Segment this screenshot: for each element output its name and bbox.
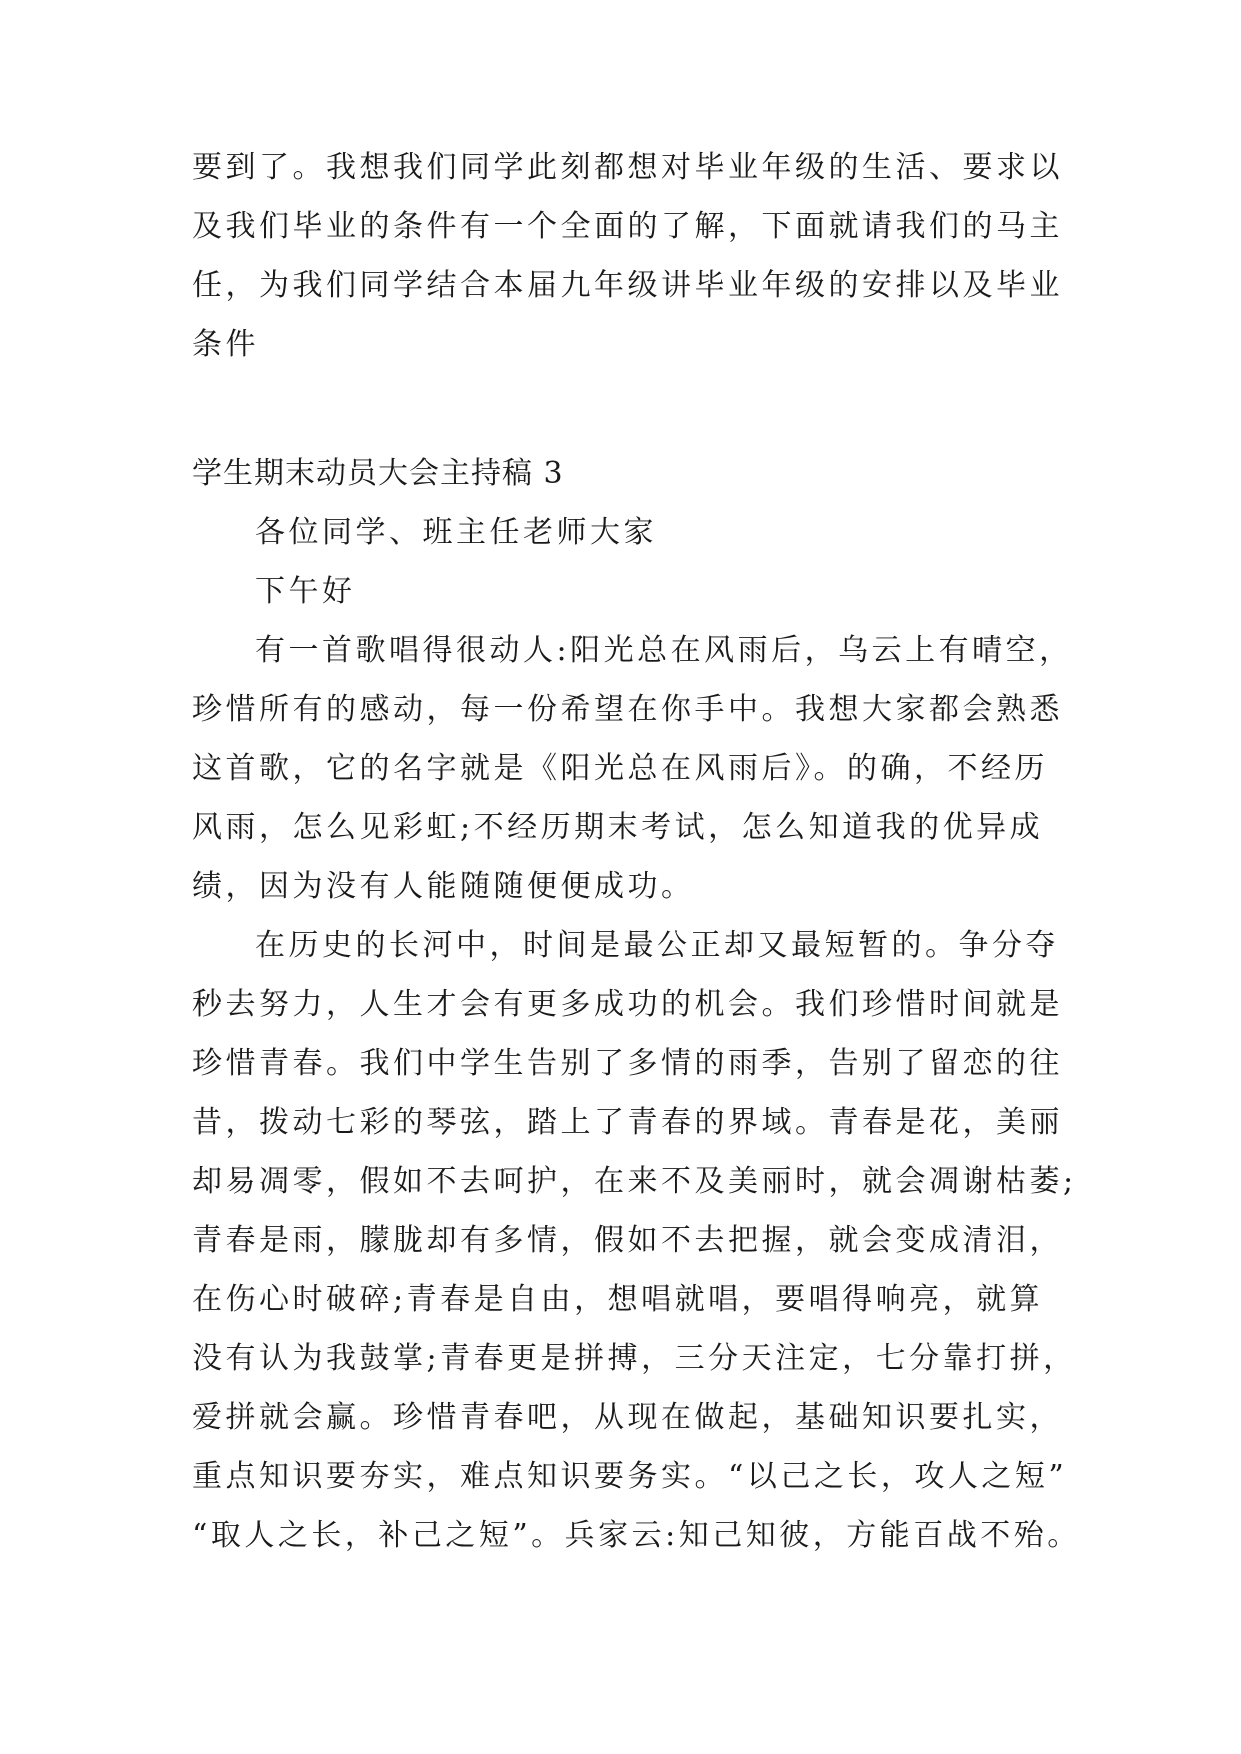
text-line: 珍惜所有的感动，每一份希望在你手中。我想大家都会熟悉	[192, 692, 1063, 727]
text-line: 却易凋零，假如不去呵护，在来不及美丽时，就会凋谢枯萎;	[192, 1164, 1077, 1199]
text-line: 任，为我们同学结合本届九年级讲毕业年级的安排以及毕业	[192, 268, 1063, 303]
text-line: 绩，因为没有人能随随便便成功。	[192, 869, 695, 904]
text-line: 这首歌，它的名字就是《阳光总在风雨后》。的确，不经历	[192, 751, 1048, 786]
text-line: 没有认为我鼓掌;青春更是拼搏，三分天注定，七分靠打拼，	[192, 1341, 1077, 1376]
text-line: 及我们毕业的条件有一个全面的了解，下面就请我们的马主	[192, 209, 1063, 244]
text-line: 有一首歌唱得很动人:阳光总在风雨后，乌云上有晴空，	[255, 633, 1073, 668]
text-line: “取人之长，补己之短”。兵家云:知己知彼，方能百战不殆。	[192, 1518, 1081, 1553]
text-line: 爱拼就会赢。珍惜青春吧，从现在做起，基础知识要扎实，	[192, 1400, 1063, 1435]
text-line: 珍惜青春。我们中学生告别了多情的雨季，告别了留恋的往	[192, 1046, 1063, 1081]
text-line: 昔，拨动七彩的琴弦，踏上了青春的界域。青春是花，美丽	[192, 1105, 1063, 1140]
text-line: 在伤心时破碎;青春是自由，想唱就唱，要唱得响亮，就算	[192, 1282, 1044, 1317]
text-line: 风雨，怎么见彩虹;不经历期末考试，怎么知道我的优异成	[192, 810, 1044, 845]
text-line: 秒去努力，人生才会有更多成功的机会。我们珍惜时间就是	[192, 987, 1063, 1022]
greeting-line: 各位同学、班主任老师大家	[255, 515, 657, 550]
salutation-line: 下午好	[255, 574, 356, 609]
text-line: 条件	[192, 327, 259, 362]
text-line: 青春是雨，朦胧却有多情，假如不去把握，就会变成清泪，	[192, 1223, 1063, 1258]
section-heading: 学生期末动员大会主持稿 3	[192, 456, 564, 491]
text-line: 要到了。我想我们同学此刻都想对毕业年级的生活、要求以	[192, 150, 1063, 185]
text-line: 重点知识要夯实，难点知识要务实。“以己之长，攻人之短”	[192, 1459, 1068, 1494]
text-line: 在历史的长河中，时间是最公正却又最短暂的。争分夺	[255, 928, 1059, 963]
